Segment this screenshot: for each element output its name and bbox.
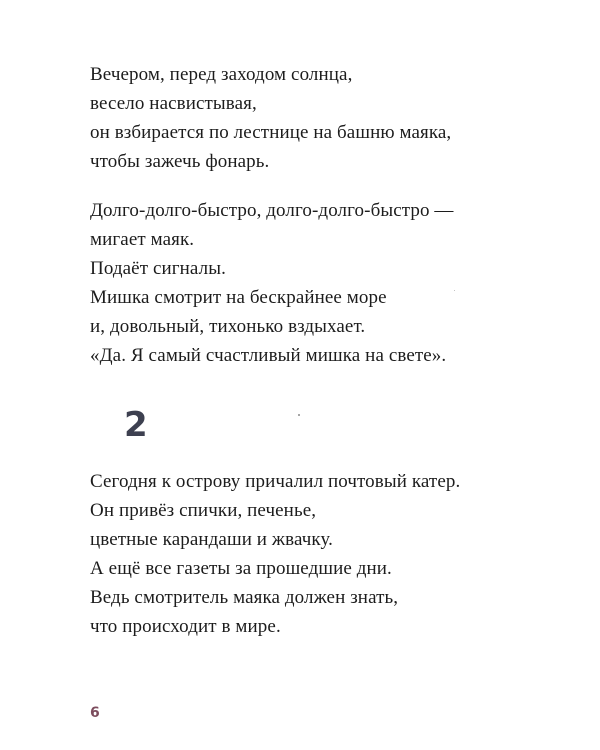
text-line: и, довольный, тихонько вздыхает. [90,316,366,337]
text-line: весело насвистывая, [90,93,257,114]
text-line: Вечером, перед заходом солнца, [90,64,353,85]
text-line: что происходит в мире. [90,616,281,637]
paper-speck [454,290,455,291]
stanza-2 [90,196,454,370]
text-line: цветные карандаши и жвачку. [90,529,334,550]
paper-speck [298,414,300,416]
page-number: 6 [90,705,100,721]
stanza-3 [90,467,460,641]
text-line: Он привёз спички, печенье, [90,500,317,521]
text-line: Мишка смотрит на бескрайнее море [90,287,387,308]
text-line: Долго-долго-быстро, долго-долго-быстро — [90,200,454,221]
chapter-number: 2 [124,405,148,445]
text-line: Подаёт сигналы. [90,258,226,279]
text-line: Ведь смотритель маяка должен знать, [90,587,399,608]
stanza-1 [90,60,451,176]
text-line: он взбирается по лестнице на башню маяка, [90,122,452,143]
text-line: чтобы зажечь фонарь. [90,151,270,172]
text-line: мигает маяк. [90,229,195,250]
text-line: Сегодня к острову причалил почтовый катер. [90,471,461,492]
text-line: «Да. Я самый счастливый мишка на свете». [90,345,447,366]
text-line: А ещё все газеты за прошедшие дни. [90,558,392,579]
